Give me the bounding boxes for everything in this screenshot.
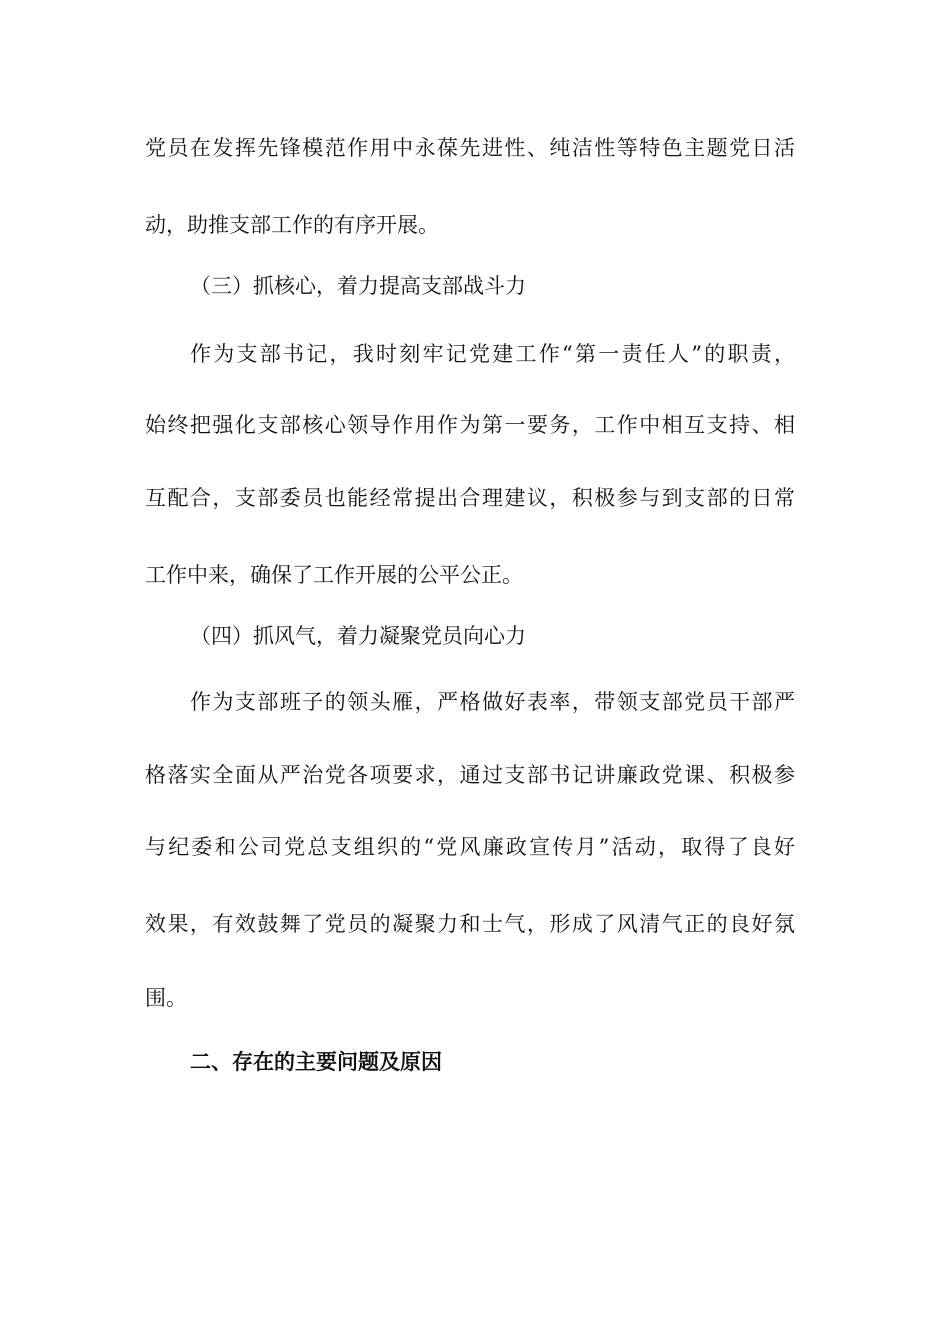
paragraph-line: 效果，有效鼓舞了党员的凝聚力和士气，形成了风清气正的良好氛 xyxy=(145,912,795,936)
paragraph-line: 党员在发挥先锋模范作用中永葆先进性、纯洁性等特色主题党日活 xyxy=(145,136,795,160)
paragraph-line: 格落实全面从严治党各项要求，通过支部书记讲廉政党课、积极参 xyxy=(145,763,795,787)
paragraph-line: 作为支部班子的领头雁，严格做好表率，带领支部党员干部严 xyxy=(190,690,795,714)
paragraph-line: 围。 xyxy=(145,986,187,1010)
paragraph-line: 互配合，支部委员也能经常提出合理建议，积极参与到支部的日常 xyxy=(145,486,795,510)
paragraph-line: 作为支部书记，我时刻牢记党建工作“第一责任人”的职责， xyxy=(190,342,795,366)
paragraph-line: 工作中来，确保了工作开展的公平公正。 xyxy=(145,563,523,587)
paragraph-line: 动，助推支部工作的有序开展。 xyxy=(145,213,439,237)
section-heading: 二、存在的主要问题及原因 xyxy=(190,1050,442,1074)
section-subheading: （四）抓风气，着力凝聚党员向心力 xyxy=(190,624,526,648)
paragraph-line: 与纪委和公司党总支组织的“党风廉政宣传月”活动，取得了良好 xyxy=(145,835,795,859)
section-subheading: （三）抓核心，着力提高支部战斗力 xyxy=(190,274,526,298)
paragraph-line: 始终把强化支部核心领导作用作为第一要务，工作中相互支持、相 xyxy=(145,413,795,437)
